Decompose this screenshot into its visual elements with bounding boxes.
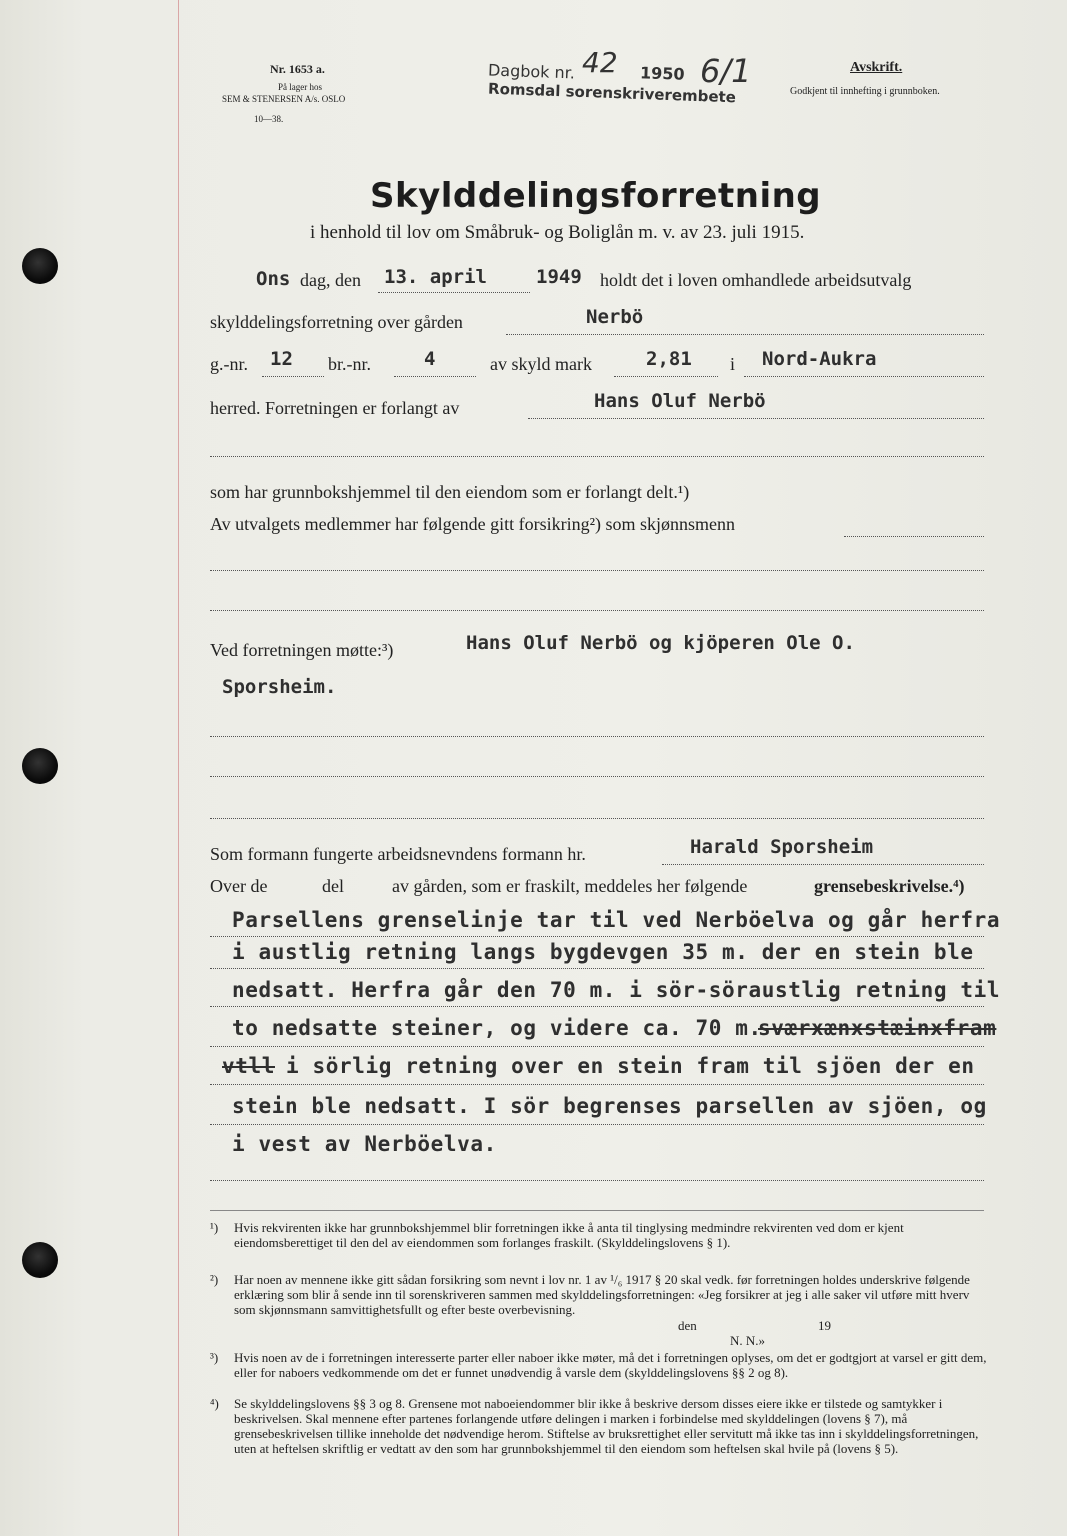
journal-handwritten-date: 6/1	[700, 52, 752, 90]
footnote-1	[210, 1220, 990, 1270]
date-value: 13. april	[384, 266, 487, 288]
footnote-4-text: Se skylddelingslovens §§ 3 og 8. Grensene mot naboeiendommer blir ikke å beskrive dersom disses eiere ikke er tilstede og samtykker i beskrivelsen. Skal mennene efter partenes forlangende utføre delingen i marken i forbindelse med skylddelingen (lovens § 7), må grensebeskrivelsen tillike inneholde det nødvendige herom. Stiftelse av bruksrettighet eller servitutt må ikke tas inn i skylddelingsforretningen, uten at heftelsen skriftlig er vedtatt av den som har grunnbokshjemmel til den eiendom som heftelsen skal hvile på (lovens § 5).	[234, 1396, 979, 1456]
description-line-5: i sörlig retning over en stein fram til sjöen der en	[286, 1054, 975, 1078]
footnote-2-den: den	[678, 1318, 697, 1333]
page-subtitle: i henhold til lov om Småbruk- og Boliglån m. v. av 23. juli 1915.	[310, 222, 805, 243]
brnr-label: br.-nr.	[328, 354, 371, 374]
description-line-4: to nedsatte steiner, og videre ca. 70 m.	[232, 1016, 762, 1040]
brnr-value: 4	[424, 348, 436, 370]
publisher-date: 10—38.	[254, 114, 284, 124]
copy-label: Avskrift.	[850, 60, 903, 75]
page-title: Skylddelingsforretning	[370, 176, 822, 216]
over-de-label: Over de	[210, 876, 268, 896]
appraisers-text: Av utvalgets medlemmer har følgende gitt forsikring²) som skjønnsmenn	[210, 514, 735, 534]
weekday-value: Ons	[256, 268, 291, 290]
approved-note: Godkjent til innhefting i grunnboken.	[790, 86, 940, 97]
attended-label: Ved forretningen møtte:³)	[210, 640, 394, 660]
footnote-divider	[210, 1210, 984, 1211]
chairman-label: Som formann fungerte arbeidsnevndens formann hr.	[210, 844, 586, 864]
journal-number: 42	[582, 46, 618, 79]
gnr-value: 12	[270, 348, 293, 370]
held-text: holdt det i loven omhandlede arbeidsutvalg	[600, 270, 912, 290]
footnote-2-number: ²)	[210, 1272, 219, 1287]
journal-stamp-label: Dagbok nr.	[487, 60, 576, 83]
year-value: 1949	[536, 266, 582, 288]
municipality-value: Nord-Aukra	[762, 348, 877, 370]
requested-label: herred. Forretningen er forlangt av	[210, 398, 460, 418]
footnote-2	[210, 1272, 990, 1348]
description-line-7: i vest av Nerböelva.	[232, 1132, 497, 1156]
publisher-line1: På lager hos	[278, 82, 322, 92]
description-struck-text-2: vtll	[222, 1054, 275, 1078]
boundary-label: grensebeskrivelse.⁴)	[814, 876, 965, 896]
municipality-prefix: i	[730, 354, 736, 374]
description-line-1: Parsellens grenselinje tar til ved Nerböelva og går herfra	[232, 908, 1001, 932]
requested-by: Hans Oluf Nerbö	[594, 390, 766, 412]
skyld-label: av skyld mark	[490, 354, 592, 374]
date-label: dag, den	[300, 270, 361, 290]
footnote-1-number: ¹)	[210, 1220, 219, 1235]
description-line-3: nedsatt. Herfra går den 70 m. i sör-söraustlig retning til	[232, 978, 1001, 1002]
skyld-value: 2,81	[646, 348, 692, 370]
farm-name: Nerbö	[586, 306, 644, 328]
footnote-1-text: Hvis rekvirenten ikke har grunnbokshjemmel blir forretningen ikke å anta til tinglysing medmindre rekvirenten ved dom er kjent eiendomsberettiget til den del av eiendommen som forlanges fraskilt. (Skylddelingslovens § 1).	[234, 1220, 904, 1250]
punch-hole	[22, 748, 58, 784]
footnote-2-year: 19	[818, 1318, 831, 1333]
footnote-3-number: ³)	[210, 1350, 219, 1365]
punch-hole	[22, 248, 58, 284]
footnote-2-signature: N. N.»	[730, 1333, 766, 1348]
court-office-stamp: Romsdal sorenskriverembete	[487, 79, 737, 107]
footnote-2-text: Har noen av mennene ikke gitt sådan forsikring som nevnt i lov nr. 1 av ¹/₆ 1917 § 20 skal vedk. før forretningen holdes underskrive følgende erklæring som blir å sende inn til sorenskriveren sammen med skylddelingsforretningen: «Jeg forsikrer at jeg i alle saker vil utføre mitt hverv som skjønnsmann samvittighetsfullt og efter beste overbevisning.	[234, 1272, 970, 1317]
attended-line2: Sporsheim.	[222, 676, 337, 698]
separated-text: av gården, som er fraskilt, meddeles her følgende	[392, 876, 748, 896]
margin-line	[178, 0, 179, 1536]
form-number: Nr. 1653 a.	[270, 62, 325, 76]
farm-label: skylddelingsforretning over gården	[210, 312, 463, 332]
description-line-2: i austlig retning langs bygdevgen 35 m. der en stein ble	[232, 940, 974, 964]
footnote-4	[210, 1396, 990, 1486]
title-holder-text: som har grunnbokshjemmel til den eiendom som er forlangt delt.¹)	[210, 482, 690, 502]
footnote-4-number: ⁴)	[210, 1396, 219, 1411]
footnote-3-text: Hvis noen av de i forretningen interesserte parter eller naboer ikke møter, må det i forretningen oplyses, om det er godtgjort at varsel er gitt dem, eller for naboers vedkommende om det er funnet unødvendig å varsle dem (skylddelingslovens §§ 2 og 8).	[234, 1350, 987, 1380]
description-line-6: stein ble nedsatt. I sör begrenses parsellen av sjöen, og	[232, 1094, 987, 1118]
chairman-name: Harald Sporsheim	[690, 836, 874, 858]
journal-year: 1950	[639, 63, 685, 84]
publisher-line2: SEM & STENERSEN A/s. OSLO	[222, 94, 346, 104]
description-struck-text: sværxænxstæinxfram	[758, 1016, 997, 1040]
part-label: del	[322, 876, 344, 896]
gnr-label: g.-nr.	[210, 354, 248, 374]
attended-line1: Hans Oluf Nerbö og kjöperen Ole O.	[466, 632, 855, 654]
punch-hole	[22, 1242, 58, 1278]
